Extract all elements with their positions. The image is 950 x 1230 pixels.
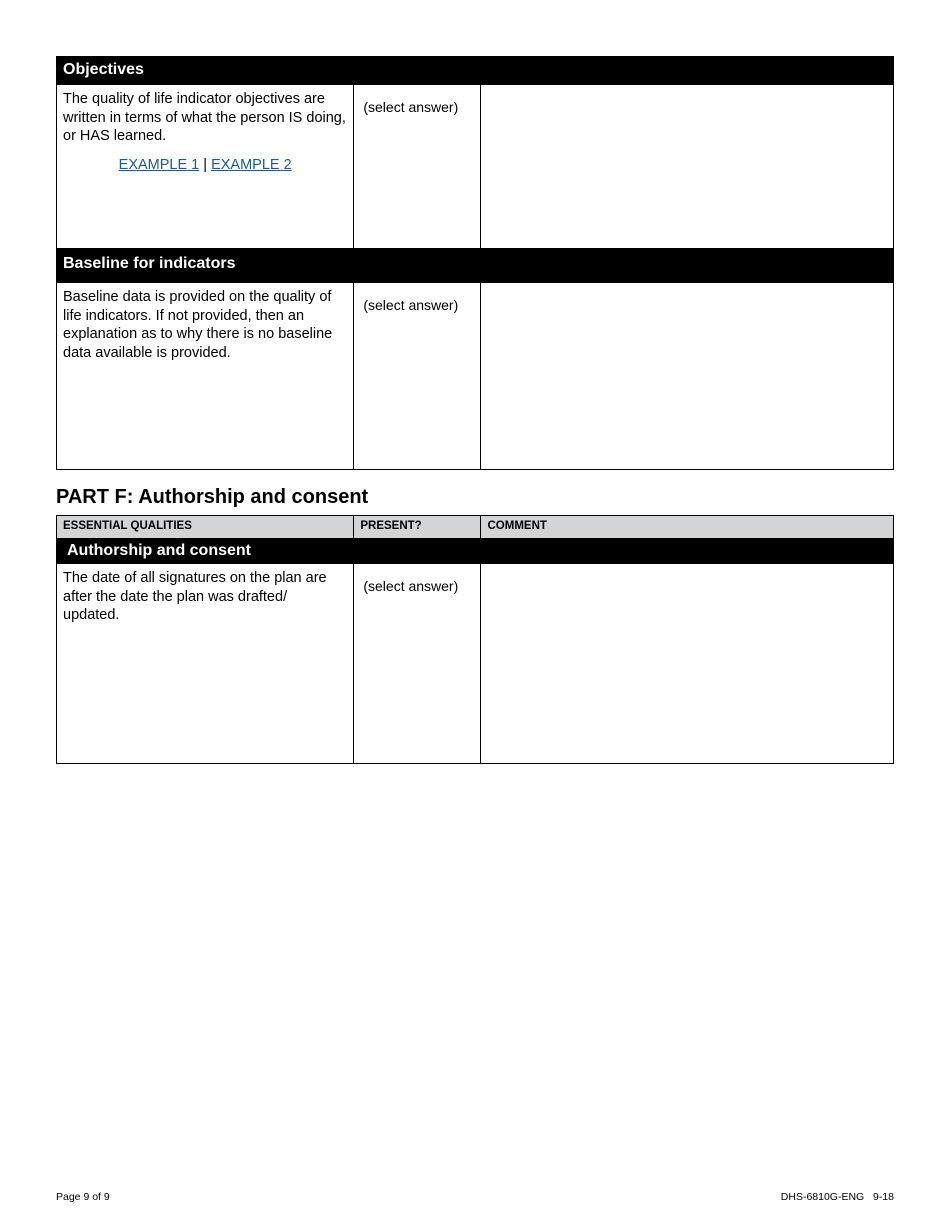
- baseline-comment-field[interactable]: [481, 283, 894, 470]
- baseline-answer-select[interactable]: (select answer): [354, 283, 481, 470]
- form-page: [56, 56, 894, 764]
- authorship-answer-select[interactable]: (select answer): [354, 564, 481, 764]
- footer-page-number: Page 9 of 9: [56, 1191, 110, 1203]
- baseline-text: Baseline data is provided on the quality of life indicators. If not provided, then an explanation as to why there is no baseline data available is provided.: [63, 289, 333, 361]
- header-present: PRESENT?: [354, 516, 481, 539]
- header-comment: COMMENT: [481, 516, 894, 539]
- authorship-criteria-cell: [57, 564, 354, 764]
- authorship-text: The date of all signatures on the plan are after the date the plan was drafted/ updated.: [63, 570, 327, 623]
- baseline-title: Baseline for indicators: [57, 249, 894, 283]
- objectives-answer-select[interactable]: (select answer): [354, 85, 481, 249]
- objectives-text: The quality of life indicator objectives are written in terms of what the person IS doing, or HAS learned.: [63, 91, 346, 144]
- header-essential-qualities: ESSENTIAL QUALITIES: [57, 516, 354, 539]
- authorship-comment-field[interactable]: [481, 564, 894, 764]
- link-separator: |: [203, 156, 208, 173]
- baseline-criteria-cell: [57, 283, 354, 470]
- authorship-row: [57, 564, 894, 764]
- example-2-link[interactable]: EXAMPLE 2: [211, 156, 292, 173]
- objectives-row: [57, 85, 894, 249]
- objectives-section-bar: [57, 57, 894, 85]
- part-f-table: [56, 515, 894, 764]
- baseline-row: [57, 283, 894, 470]
- authorship-title: Authorship and consent: [57, 539, 894, 564]
- objectives-title: Objectives: [57, 57, 894, 85]
- example-1-link[interactable]: EXAMPLE 1: [118, 156, 200, 173]
- objectives-baseline-table: [56, 56, 894, 470]
- part-f-title: PART F: Authorship and consent: [56, 486, 369, 508]
- baseline-section-bar: [57, 249, 894, 283]
- authorship-section-bar: [57, 539, 894, 564]
- footer-form-id: DHS-6810G-ENG 9-18: [780, 1191, 894, 1203]
- example-links: [63, 156, 347, 175]
- objectives-criteria-cell: [57, 85, 354, 249]
- objectives-comment-field[interactable]: [481, 85, 894, 249]
- part-f-header-row: [57, 516, 894, 539]
